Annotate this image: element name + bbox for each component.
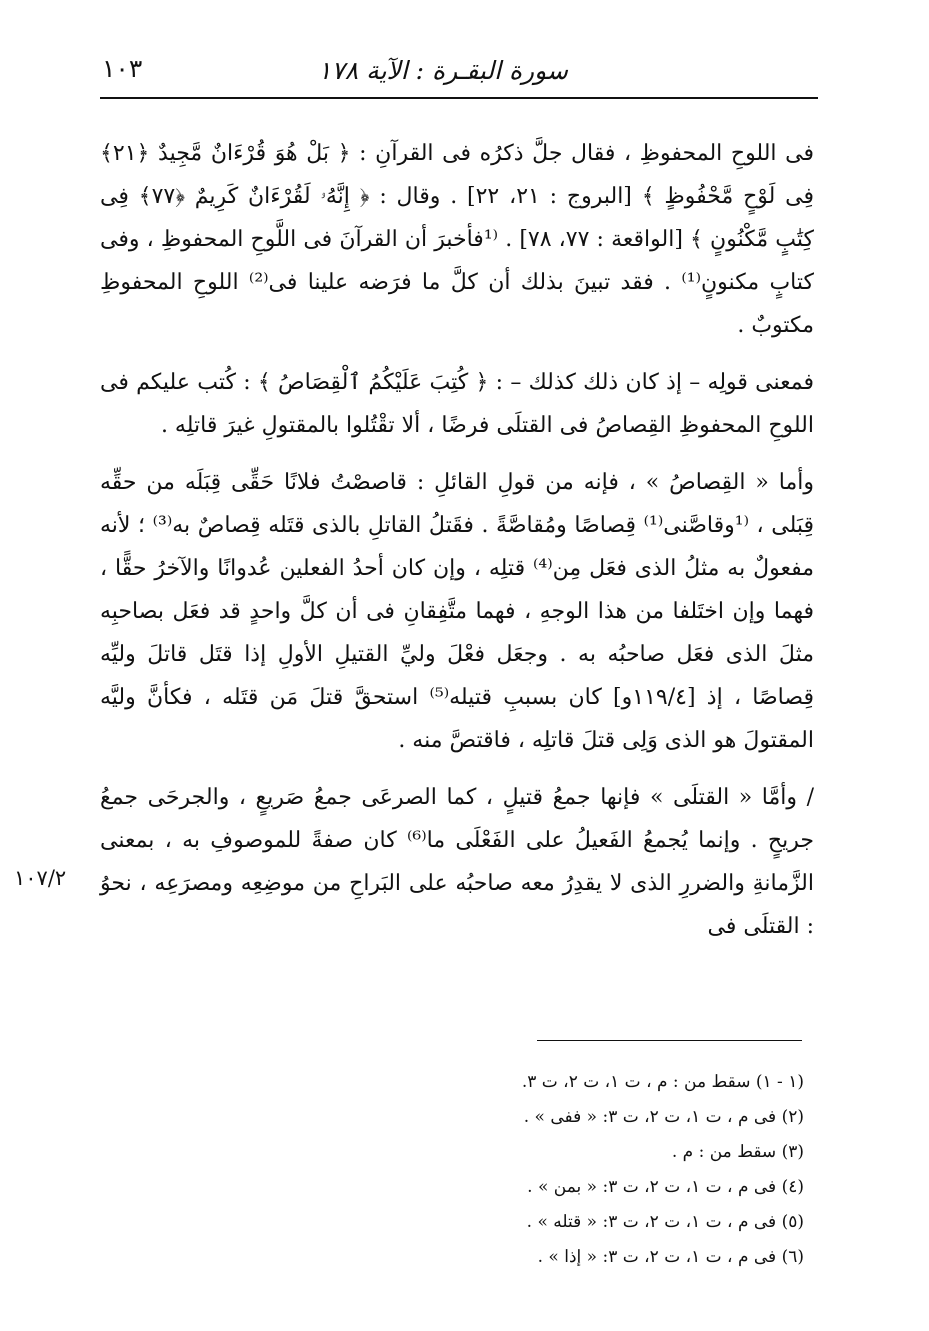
header-rule: [100, 97, 818, 99]
main-text: [100, 132, 814, 962]
page-number: ١٠٣: [102, 54, 143, 83]
paragraph-4: / وأمَّا « القتلَى » فإنها جمعُ قتيلٍ ، كما الصرعَى جمعُ صَريعٍ ، والجرحَى جمعُ جريحٍ . وإنما يُجمعُ الفَعيلُ على الفَعْلَى ما⁽⁶⁾ كان صفةً للموصوفِ به ، بمعنى الزَّمانةِ والضررِ الذى لا يقدِرُ معه صاحبُه على البَراحِ من موضِعِه ومصرَعِه ، نحوُ : القتلَى فى: [100, 785, 814, 939]
footnote-6: (٦) فى م ، ت ١، ت ٢، ت ٣: « إذا » .: [537, 1247, 804, 1267]
footnote-1: (١ - ١) سقط من : م ، ت ١، ت ٢، ت ٣.: [521, 1072, 804, 1092]
footnote-4: (٤) فى م ، ت ١، ت ٢، ت ٣: « بمن » .: [527, 1177, 804, 1197]
footnote-5: (٥) فى م ، ت ١، ت ٢، ت ٣: « قتله » .: [526, 1212, 804, 1232]
footnote-2: (٢) فى م ، ت ١، ت ٢، ت ٣: « ففى » .: [523, 1107, 804, 1127]
header-title: سورة البقـرة : الآية ١٧٨: [317, 56, 568, 85]
paragraph-1: فى اللوحِ المحفوظِ ، فقال جلَّ ذكرُه فى القرآنِ : ﴿ بَلْ هُوَ قُرْءَانٌ مَّجِيدٌ ﴿٢١﴾ فِى لَوْحٍ مَّحْفُوظٍ ﴾ [البروج : ٢١، ٢٢] . وقال : ﴿ إِنَّهُۥ لَقُرْءَانٌ كَرِيمٌ ﴿٧٧﴾ فِى كِتَٰبٍ مَّكْنُونٍ ﴾ [الواقعة : ٧٧، ٧٨] . ⁽¹فأخبرَ أن القرآنَ فى اللَّوحِ المحفوظِ ، وفى كتابٍ مكنونٍ⁽¹⁾ . فقد تبينَ بذلك أن كلَّ ما فرَضه علينا فى⁽²⁾ اللوحِ المحفوظِ مكتوبٌ .: [100, 141, 815, 338]
margin-reference: ١٠٧/٢: [14, 866, 67, 890]
running-header: [100, 52, 818, 94]
paragraph-3: وأما « القِصاصُ » ، فإنه من قولِ القائلِ : قاصصْتُ فلانًا حَقِّى قِبَلَه من حقِّه قِبَلى ، ⁽¹وقاصَّنى⁽¹⁾ قِصاصًا ومُقاصَّةً . فقَتلُ القاتلِ بالذى قتَله قِصاصٌ به⁽³⁾ ؛ لأنه مفعولٌ به مثلُ الذى فعَل مِن⁽⁴⁾ قتلِه ، وإن كان أحدُ الفعلين عُدوانًا والآخرُ حقًّا ، فهما وإن اختَلفا من هذا الوجهِ ، فهما متَّفِقانِ فى أن كلَّ واحدٍ قد فعَل بصاحبِه مثلَ الذى فعَل صاحبُه به . وجعَل فعْلَ وليِّ القتيلِ الأولِ إذا قتَل قاتلَ وليِّه قِصاصًا ، إذ [١١٩/٤و] كان بسببِ قتيله⁽⁵⁾ استحقَّ قتلَ مَن قتَله ، فكأنَّ وليَّه المقتولَ هو الذى وَلِى قتلَ قاتلِه ، فاقتصَّ منه .: [100, 470, 815, 753]
footnote-rule: [537, 1040, 802, 1041]
footnotes: [380, 1065, 804, 1275]
footnote-3: (٣) سقط من : م .: [671, 1142, 804, 1162]
paragraph-2: فمعنى قولِه – إذ كان ذلك كذلك – : ﴿ كُتِبَ عَلَيْكُمُ ٱلْقِصَاصُ ﴾ : كُتب عليكم فى اللوحِ المحفوظِ القِصاصُ فى القتلَى فرضًا ، ألا تقْتُلوا بالمقتولِ غيرَ قاتلِه .: [100, 370, 814, 438]
